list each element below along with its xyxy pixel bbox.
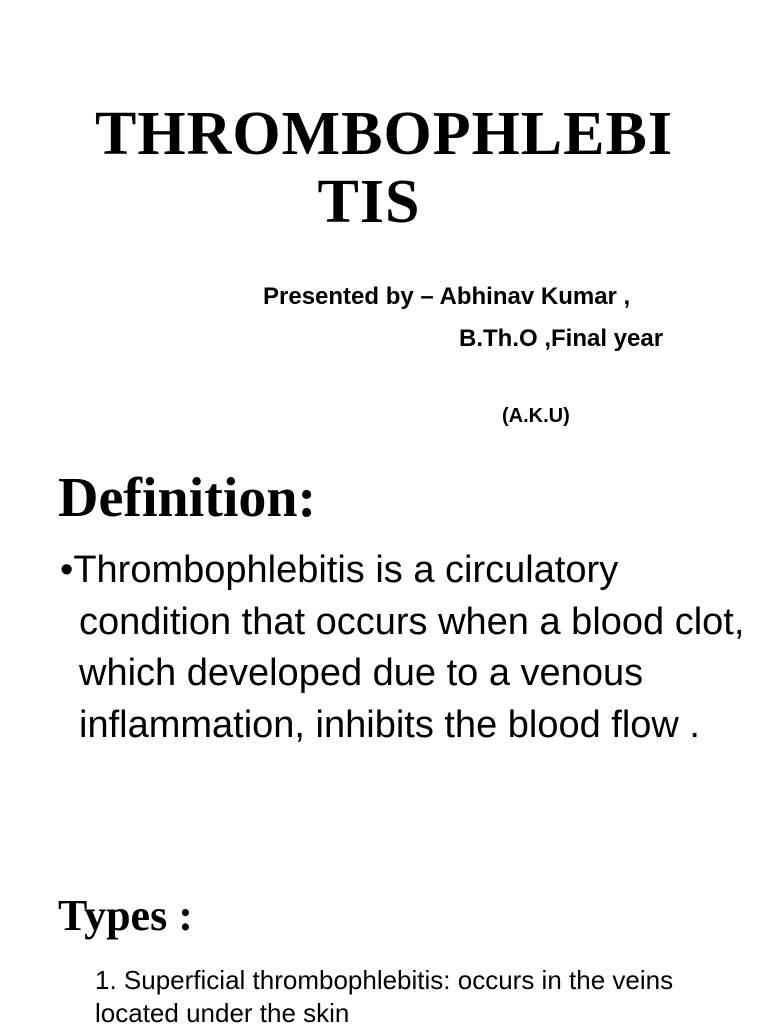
- definition-heading: Definition:: [58, 467, 317, 529]
- types-list-item: 1. Superficial thrombophlebitis: occurs in the veins located under the skin: [95, 965, 674, 1028]
- presenter-name: Presented by – Abhinav Kumar ,: [263, 283, 631, 310]
- types-heading: Types :: [58, 891, 193, 940]
- slide-title-line-1: THROMBOPHLEBI: [95, 100, 673, 168]
- presenter-course: B.Th.O ,Final year: [459, 325, 664, 352]
- bullet-icon: •: [60, 549, 74, 591]
- slide-title-line-2: TIS: [317, 168, 421, 236]
- definition-text: [60, 545, 759, 751]
- presenter-university: (A.K.U): [502, 405, 570, 427]
- definition-body: Thrombophlebitis is a circulatory condition that occurs when a blood clot, which developed due to a venous inflammation, inhibits the blood flow .: [73, 549, 745, 746]
- slide-title: [0, 100, 768, 236]
